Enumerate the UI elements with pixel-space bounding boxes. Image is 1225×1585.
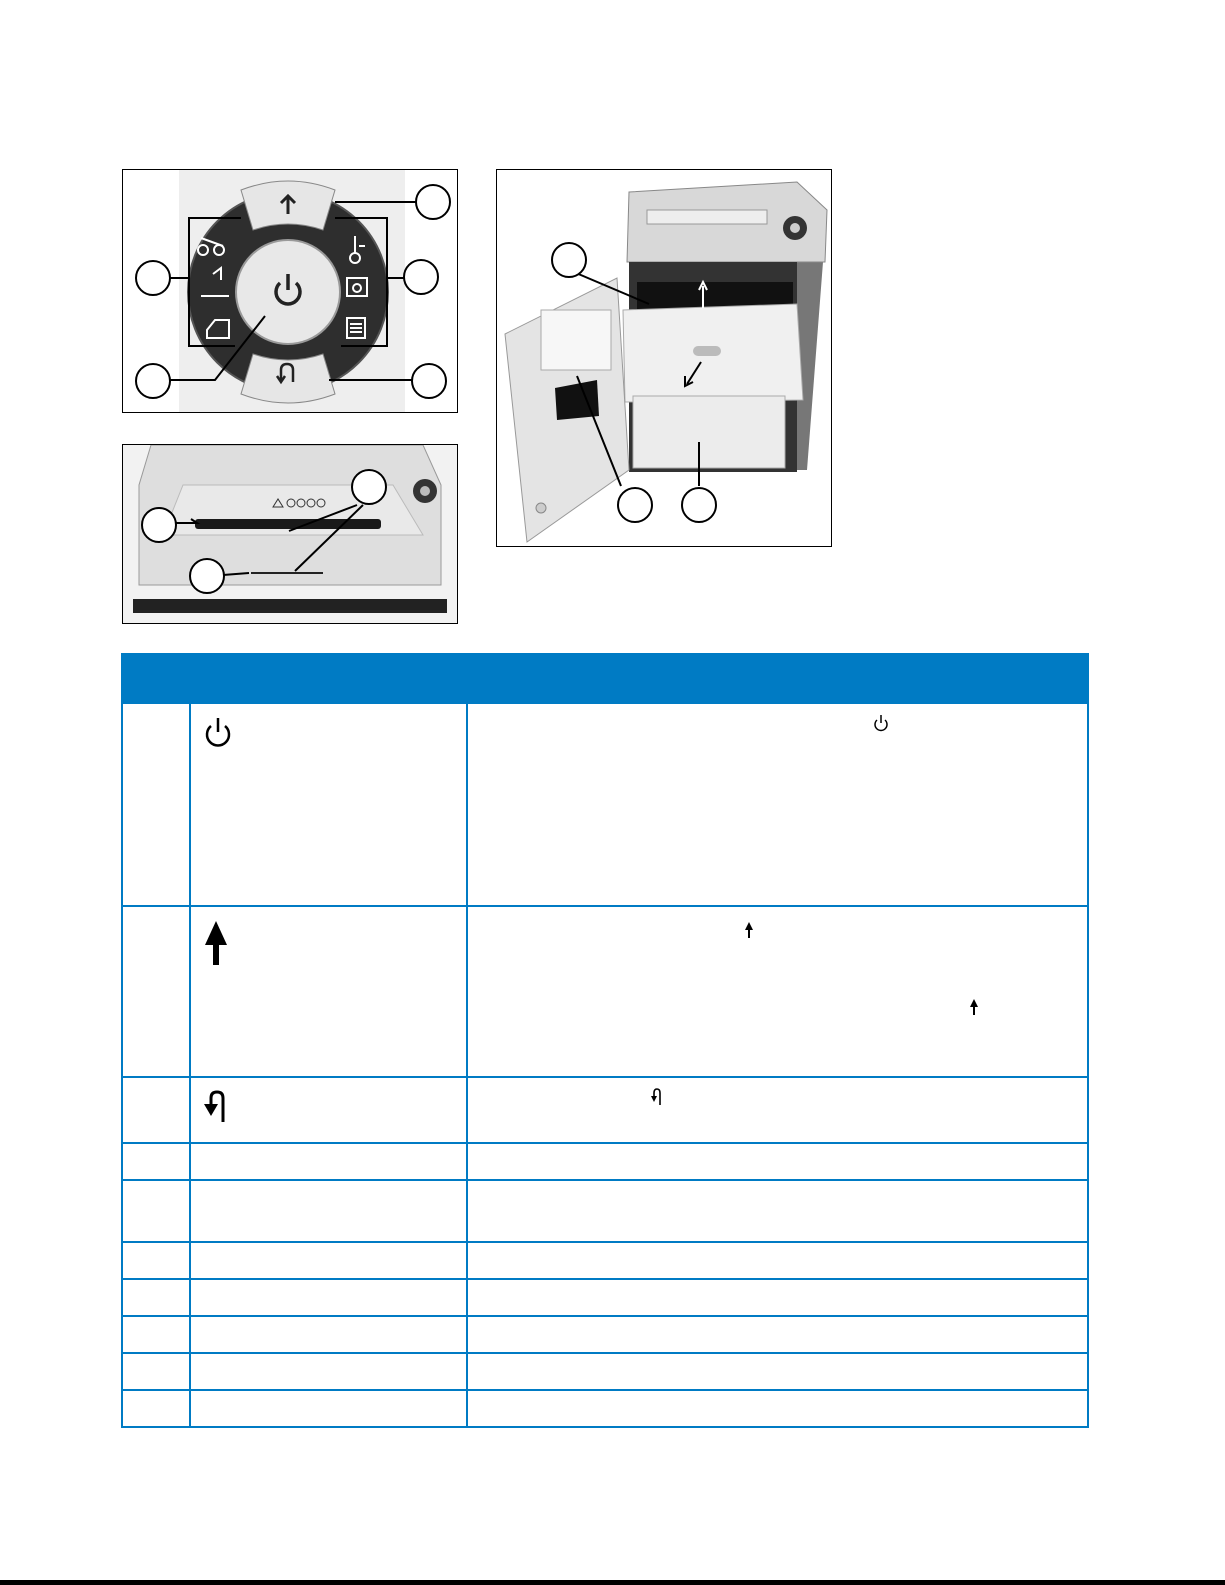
callout-cab-bin xyxy=(682,488,716,522)
callout-left xyxy=(136,261,170,295)
cabinet-figure xyxy=(496,169,832,547)
arrow-up-icon xyxy=(744,921,754,939)
callout-slot-bottom xyxy=(190,559,224,593)
callout-slot-top xyxy=(352,470,386,504)
callout-bottom-left xyxy=(136,364,170,398)
table-row xyxy=(122,906,1088,1077)
table-row xyxy=(122,1353,1088,1390)
footer-rule xyxy=(0,1580,1225,1585)
table-row xyxy=(122,1242,1088,1279)
header-symbol xyxy=(190,654,467,703)
legend-header-row xyxy=(122,654,1088,703)
callout-bottom-right xyxy=(412,364,446,398)
legend-table xyxy=(121,653,1089,1428)
header-number xyxy=(122,654,190,703)
table-row xyxy=(122,1143,1088,1180)
table-row xyxy=(122,1077,1088,1143)
power-icon xyxy=(873,714,889,732)
callout-right xyxy=(404,260,438,294)
table-row xyxy=(122,1180,1088,1242)
callout-cab-pocket xyxy=(618,488,652,522)
callout-slot-left xyxy=(142,508,176,542)
waste-bin xyxy=(633,396,785,468)
table-row xyxy=(122,703,1088,906)
table-row xyxy=(122,1390,1088,1427)
callout-cab-top xyxy=(552,243,586,277)
reverse-icon xyxy=(651,1088,663,1106)
table-row xyxy=(122,1279,1088,1316)
reverse-icon xyxy=(203,1090,231,1124)
feed-slot-figure xyxy=(122,444,458,624)
control-panel-figure xyxy=(122,169,458,413)
power-icon xyxy=(203,716,233,750)
callout-top-right xyxy=(416,185,450,219)
table-row xyxy=(122,1316,1088,1353)
paper-slot xyxy=(195,519,381,529)
arrow-up-icon xyxy=(203,919,229,967)
arrow-up-icon xyxy=(969,998,979,1016)
header-description xyxy=(467,654,1088,703)
